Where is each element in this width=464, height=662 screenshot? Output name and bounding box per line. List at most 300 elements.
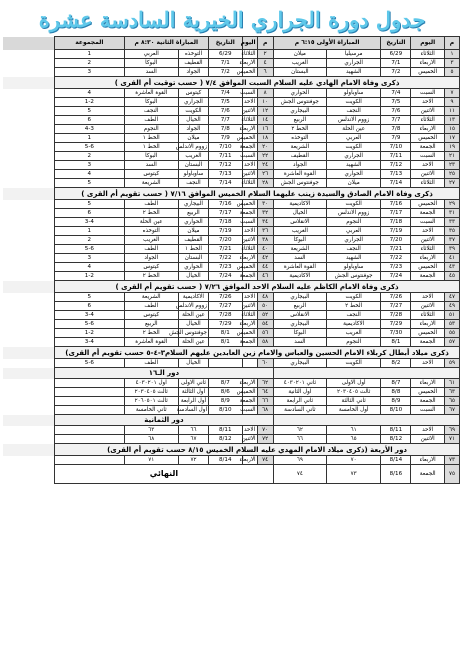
match-date: 7/9 xyxy=(209,134,243,143)
match-number: ٩ xyxy=(444,98,459,107)
table-row xyxy=(3,263,460,272)
gap-cell xyxy=(3,426,55,435)
team-b: عين الحلة xyxy=(124,218,178,227)
match-number: ١٢ xyxy=(257,107,273,116)
match-date: 7/16 xyxy=(381,200,411,209)
match-day: الاثنين xyxy=(241,436,256,442)
match-number: ٧ xyxy=(444,89,459,98)
match-number: ٤٧ xyxy=(444,293,459,302)
match-day: الاحد xyxy=(411,359,445,368)
match-date: 6/29 xyxy=(209,50,243,59)
match-day: السبت xyxy=(240,153,256,159)
match-day: الاربعاء xyxy=(239,457,256,463)
table-row xyxy=(3,89,460,98)
match-date: 7/22 xyxy=(381,254,411,263)
team-b: ٦٢ xyxy=(273,426,326,435)
match-number: ٢٩ xyxy=(444,200,459,209)
match-day: السبت xyxy=(411,89,445,98)
team-b: البيجاري xyxy=(273,293,326,302)
team-a: الكويت xyxy=(326,200,380,209)
gap-cell xyxy=(3,347,55,359)
match-day: الجمعة xyxy=(411,143,445,152)
match-number: ٨ xyxy=(257,89,273,98)
team-b: البيجاري xyxy=(273,107,326,116)
team-b: الطف xyxy=(124,359,178,368)
match-day: الجمعة xyxy=(411,397,445,406)
match-number: ٢٣ xyxy=(444,161,459,170)
team-a: الغريب xyxy=(178,152,208,161)
match-number: ٤٣ xyxy=(444,263,459,272)
group-cell: 5 xyxy=(55,200,124,209)
table-row xyxy=(3,379,460,388)
match-number: ٥٢ xyxy=(257,311,273,320)
team-a: ٦٧ xyxy=(178,435,208,444)
gap-cell xyxy=(3,388,55,397)
gap-cell xyxy=(3,435,55,444)
match-day: الاربعاء xyxy=(239,321,256,327)
section-text: دور الأربعة (ذكرى ميلاد الامام المهدي عليه السلام الخميس ٨/١٥ حسب تقويم أم القرى) xyxy=(55,444,460,456)
match-date: 7/24 xyxy=(381,272,411,281)
match-day: الثلاثاء xyxy=(241,312,256,318)
team-b: البيجاري xyxy=(273,359,326,368)
group-cell: 2 xyxy=(55,59,124,68)
match-date: 7/10 xyxy=(381,143,411,152)
team-a: الجراري xyxy=(178,98,208,107)
group-cell: 6 xyxy=(55,116,124,125)
team-b: كيتوس xyxy=(124,170,178,179)
gap-cell xyxy=(3,107,55,116)
team-b: الربيع xyxy=(124,320,178,329)
match-number: ١٦ xyxy=(257,125,273,134)
header-match1: المباراة الأولى ٦:١٥ م xyxy=(273,37,381,50)
match-day: الثلاثاء xyxy=(241,246,256,252)
gap-cell xyxy=(3,200,55,209)
match-date: 7/27 xyxy=(209,302,243,311)
match-date: 7/13 xyxy=(381,170,411,179)
match-date: 7/28 xyxy=(209,311,243,320)
header-date: التاريخ xyxy=(381,37,411,50)
match-number: ٢٨ xyxy=(257,179,273,188)
match-number: ٣٩ xyxy=(444,245,459,254)
team-b: البيجاري xyxy=(273,320,326,329)
match-day: الاثنين xyxy=(241,303,256,309)
table-row xyxy=(3,406,460,415)
match-number: ٦٣ xyxy=(444,388,459,397)
gap-cell xyxy=(3,293,55,302)
team-b: الانقلاس xyxy=(273,218,326,227)
match-number: ٤٦ xyxy=(257,272,273,281)
gap-cell xyxy=(3,98,55,107)
table-row xyxy=(3,245,460,254)
match-date: 7/24 xyxy=(209,272,243,281)
group-cell: 5-6 xyxy=(55,143,124,152)
match-day: الاحد xyxy=(243,99,256,105)
match-day: الاحد xyxy=(243,427,256,433)
team-a: الجواد xyxy=(178,125,208,134)
match-date: 8/14 xyxy=(381,456,411,465)
team-a: الجراري xyxy=(326,236,380,245)
match-date: 7/29 xyxy=(209,320,243,329)
table-row xyxy=(3,143,460,152)
table-row xyxy=(3,218,460,227)
match-number: ٥٦ xyxy=(257,329,273,338)
team-a: ميلان xyxy=(178,227,208,236)
gap-cell xyxy=(3,397,55,406)
table-row xyxy=(3,311,460,320)
match-day: الخميس xyxy=(236,389,256,395)
match-day: الخميس xyxy=(236,69,256,75)
match-day: الخميس xyxy=(411,263,445,272)
group-cell: 1-2 xyxy=(55,98,124,107)
section-banner xyxy=(3,188,460,200)
round-spacer xyxy=(273,368,459,379)
group-cell: 4-3 xyxy=(55,125,124,134)
group-cell: 1-2 xyxy=(55,272,124,281)
match-day: السبت xyxy=(240,407,256,413)
team-a: ساوباولو xyxy=(326,89,380,98)
team-b: الشريعة xyxy=(273,143,326,152)
group-cell: 3 xyxy=(55,161,124,170)
final-row xyxy=(3,465,460,484)
team-a: العربي xyxy=(326,227,380,236)
team-a: البستان xyxy=(178,254,208,263)
group-cell: 3-4 xyxy=(55,338,124,347)
match-day: الاثنين xyxy=(241,108,256,114)
match-day: السبت xyxy=(240,219,256,225)
team-a: زووم الاندلس xyxy=(175,144,207,150)
header-day: اليوم xyxy=(411,37,445,50)
match-date: 7/26 xyxy=(381,293,411,302)
round-header xyxy=(3,415,460,426)
match-day: الجمعة xyxy=(239,144,256,150)
header-num: م xyxy=(444,37,459,50)
table-row xyxy=(3,359,460,368)
team-a: ساوباولو xyxy=(326,263,380,272)
match-day: الاثنين xyxy=(241,237,256,243)
team-a: زووم الاندلس xyxy=(175,303,207,309)
table-row xyxy=(3,254,460,263)
round-header xyxy=(3,368,460,379)
section-banner xyxy=(3,281,460,293)
gap-cell xyxy=(3,254,55,263)
team-a: النجف xyxy=(178,179,208,188)
gap-cell xyxy=(3,179,55,188)
final-label: النهائي xyxy=(55,465,274,484)
team-b: الغريب xyxy=(273,227,326,236)
match-number: ٥٤ xyxy=(257,320,273,329)
match-number: ١٠ xyxy=(257,98,273,107)
team-b: الشريعة xyxy=(124,293,178,302)
team-b: الشريعة xyxy=(273,245,326,254)
gap-cell xyxy=(3,456,55,465)
team-a: الربيع xyxy=(178,209,208,218)
gap-cell xyxy=(3,320,55,329)
team-b: الغريب xyxy=(124,236,178,245)
gap-cell xyxy=(3,263,55,272)
table-row xyxy=(3,170,460,179)
team-b: التوخذه xyxy=(124,227,178,236)
match-number: ٣٣ xyxy=(444,218,459,227)
match-date: 8/12 xyxy=(381,435,411,444)
team-a: الشهيد xyxy=(326,161,380,170)
group-cell xyxy=(55,406,124,415)
match-day: السبت xyxy=(411,152,445,161)
match-number: ٧٤ xyxy=(257,456,273,465)
team-b: التوخذه xyxy=(273,134,326,143)
team-a: الخيال xyxy=(178,272,208,281)
match-day: الاربعاء xyxy=(239,380,256,386)
match-date: 7/20 xyxy=(209,236,243,245)
match-number: ٢٠ xyxy=(257,143,273,152)
team-a: البيجاري xyxy=(178,200,208,209)
table-row xyxy=(3,161,460,170)
team-b: ٦٦ xyxy=(273,435,326,444)
team-a: الكويت xyxy=(326,143,380,152)
match-date: 7/10 xyxy=(209,143,243,152)
match-date: 7/29 xyxy=(381,320,411,329)
gap-cell xyxy=(3,50,55,59)
table-row xyxy=(3,426,460,435)
group-cell: 5-6 xyxy=(55,359,124,368)
match-date: 7/28 xyxy=(381,311,411,320)
match-day: السبت xyxy=(411,218,445,227)
gap-cell xyxy=(3,209,55,218)
page-title: جدول دورة الجراري الخيرية السادسة عشرة xyxy=(38,6,426,32)
team-b: الشريعة xyxy=(124,179,178,188)
match-day: الجمعة xyxy=(239,398,256,404)
match-day: الاحد xyxy=(411,98,445,107)
match-date: 8/9 xyxy=(381,397,411,406)
team-a: العربي xyxy=(326,134,380,143)
team-b: السد xyxy=(273,254,326,263)
team-a: ميلان xyxy=(178,134,208,143)
match-day: الاحد xyxy=(243,228,256,234)
match-day: الخميس xyxy=(236,330,256,336)
match-number: ٣٠ xyxy=(257,200,273,209)
match-date: 7/4 xyxy=(381,89,411,98)
gap-cell xyxy=(3,89,55,98)
team-b: الانقلاس xyxy=(273,311,326,320)
match-date: 8/7 xyxy=(381,379,411,388)
match-number: ٦٢ xyxy=(257,379,273,388)
gap-cell xyxy=(3,59,55,68)
team-b: ٦٣ xyxy=(124,426,178,435)
team-b: النجف xyxy=(124,107,178,116)
gap-cell xyxy=(3,444,55,456)
match-number: ٥٧ xyxy=(444,338,459,347)
gap-cell xyxy=(3,227,55,236)
table-row xyxy=(3,338,460,347)
match-number: ٦٩ xyxy=(444,426,459,435)
match-day: الخميس xyxy=(236,264,256,270)
match-date: 7/2 xyxy=(209,68,243,77)
round-title: دور الـ١٦ xyxy=(55,368,274,379)
team-b: القوة العاشرة xyxy=(273,263,326,272)
match-date: 7/6 xyxy=(381,107,411,116)
team-a: الحواري xyxy=(178,218,208,227)
match-number: ٣٤ xyxy=(257,218,273,227)
match-number: ٢٧ xyxy=(444,179,459,188)
match-day: الاربعاء xyxy=(411,456,445,465)
match-date: 7/17 xyxy=(381,209,411,218)
group-cell: 6 xyxy=(55,302,124,311)
group-cell: 3 xyxy=(55,254,124,263)
team-a: الخط ١ xyxy=(178,245,208,254)
table-row xyxy=(3,397,460,406)
group-cell: 2 xyxy=(55,236,124,245)
match-date: 8/14 xyxy=(209,456,243,465)
match-date: 7/7 xyxy=(209,116,243,125)
match-number: ٥٩ xyxy=(444,359,459,368)
match-number: ٦٥ xyxy=(444,397,459,406)
gap-cell xyxy=(3,406,55,415)
match-day: الجمعة xyxy=(411,209,445,218)
match-date: 6/29 xyxy=(381,50,411,59)
team-b: الجواد xyxy=(124,254,178,263)
team-a: ثالث ٢٠٣٠٤٠٥ xyxy=(326,388,380,397)
team-a: ثاني الاولى xyxy=(178,379,208,388)
team-a: اول السادسة xyxy=(176,407,207,413)
team-b: ٧١ xyxy=(124,456,178,465)
table-row xyxy=(3,320,460,329)
table-row xyxy=(3,302,460,311)
group-cell: 2 xyxy=(55,152,124,161)
match-date: 7/6 xyxy=(209,107,243,116)
gap-cell xyxy=(3,170,55,179)
team-a: زووم الاندلس xyxy=(326,209,380,218)
match-date: 8/7 xyxy=(209,379,243,388)
match-number: ٤٠ xyxy=(257,245,273,254)
table-row xyxy=(3,227,460,236)
match-date: 7/1 xyxy=(209,59,243,68)
team-b: السد xyxy=(273,338,326,347)
match-day: الثلاثاء xyxy=(241,117,256,123)
match-day: الثلاثاء xyxy=(411,50,445,59)
team-a: الكويت xyxy=(326,359,380,368)
table-row xyxy=(3,134,460,143)
match-day: الخميس xyxy=(236,135,256,141)
match-number: ٧٢ xyxy=(257,435,273,444)
team-b: ثاني السادسة xyxy=(273,406,326,415)
team-a: الغريب xyxy=(326,329,380,338)
match-number: ١٥ xyxy=(444,125,459,134)
team-a: كيتوس xyxy=(178,89,208,98)
match-number: ٦٤ xyxy=(257,388,273,397)
match-date: 8/12 xyxy=(209,435,243,444)
match-date: 8/16 xyxy=(381,465,411,484)
team-a: جوفنتوس الجش xyxy=(326,272,380,281)
match-number: ٥٨ xyxy=(257,338,273,347)
match-date: 7/26 xyxy=(209,293,243,302)
gap-cell xyxy=(3,338,55,347)
team-b: القوة العاشرة xyxy=(273,170,326,179)
team-a: جوفنتوس الجش xyxy=(169,330,207,336)
gap-cell xyxy=(3,281,55,293)
match-number: ٥١ xyxy=(444,311,459,320)
match-date: 8/1 xyxy=(209,329,243,338)
gap-cell xyxy=(3,368,55,379)
match-date: 8/11 xyxy=(381,426,411,435)
team-b: السد xyxy=(124,161,178,170)
team-a: ٦٥ xyxy=(326,435,380,444)
match-number: ٤٩ xyxy=(444,302,459,311)
table-row xyxy=(3,209,460,218)
match-day: الثلاثاء xyxy=(411,311,445,320)
match-date: 7/12 xyxy=(209,161,243,170)
table-row xyxy=(3,152,460,161)
match-date: 8/1 xyxy=(381,338,411,347)
match-day: الثلاثاء xyxy=(241,51,256,57)
match-date: 7/5 xyxy=(209,98,243,107)
gap-cell xyxy=(3,245,55,254)
team-a: ٦٦ xyxy=(178,426,208,435)
team-b: اول ٤٠٣٠٢٠١ xyxy=(124,379,178,388)
gap-cell xyxy=(3,311,55,320)
match-date: 7/11 xyxy=(381,152,411,161)
team-a: مرسيليا xyxy=(326,50,380,59)
team-b: الخط ٢ xyxy=(124,209,178,218)
section-text: ذكرى وفاة الامام الكاظم عليه السلام الاحد الموافق ٧/٢٦ ( حسب تقويم أم القرى ) xyxy=(55,281,460,293)
team-a: ثاني الثالثة xyxy=(326,397,380,406)
gap-cell xyxy=(3,134,55,143)
match-day: الاثنين xyxy=(241,171,256,177)
team-b: كيتوس xyxy=(124,311,178,320)
team-a: ٧٢ xyxy=(178,456,208,465)
team-b: القوة العاشرة xyxy=(124,89,178,98)
match-date: 7/17 xyxy=(209,209,243,218)
match-number: ٤٨ xyxy=(257,293,273,302)
match-date: 7/14 xyxy=(209,179,243,188)
team-b: البوكا xyxy=(273,329,326,338)
group-cell: 1 xyxy=(55,227,124,236)
match-number: ٤٢ xyxy=(257,254,273,263)
table-header xyxy=(3,37,460,50)
match-day: الاربعاء xyxy=(239,255,256,261)
gap-cell xyxy=(3,415,55,426)
gap-cell xyxy=(3,379,55,388)
team-a: النجف xyxy=(326,245,380,254)
match-number: ٣٥ xyxy=(444,227,459,236)
team-b: الخط ١ xyxy=(124,134,178,143)
team-a: الشهيد xyxy=(326,68,380,77)
match-number: ٦ xyxy=(257,68,273,77)
team-a: ٦١ xyxy=(326,426,380,435)
team-a: الخيال xyxy=(178,320,208,329)
match-date: 7/11 xyxy=(209,152,243,161)
match-day: الاثنين xyxy=(411,236,445,245)
header-num-2: م xyxy=(257,37,273,50)
match-day: الخميس xyxy=(236,201,256,207)
match-number: ٤١ xyxy=(444,254,459,263)
group-cell: 3 xyxy=(55,68,124,77)
table-row xyxy=(3,59,460,68)
match-number: ١ xyxy=(444,50,459,59)
match-day: الخميس xyxy=(411,68,445,77)
match-number: ٦٧ xyxy=(444,406,459,415)
group-cell: 1-2 xyxy=(55,329,124,338)
team-b: الجواد xyxy=(273,161,326,170)
team-b: الاكاديمية xyxy=(273,200,326,209)
match-number: ٧٣ xyxy=(444,456,459,465)
team-b: الغريب xyxy=(273,59,326,68)
match-date: 8/9 xyxy=(209,397,243,406)
group-cell: 4 xyxy=(55,263,124,272)
group-cell xyxy=(55,397,124,406)
match-day: الجمعة xyxy=(239,210,256,216)
match-day: الاثنين xyxy=(411,107,445,116)
match-day: الاحد xyxy=(411,161,445,170)
team-a: الحواري xyxy=(326,170,380,179)
